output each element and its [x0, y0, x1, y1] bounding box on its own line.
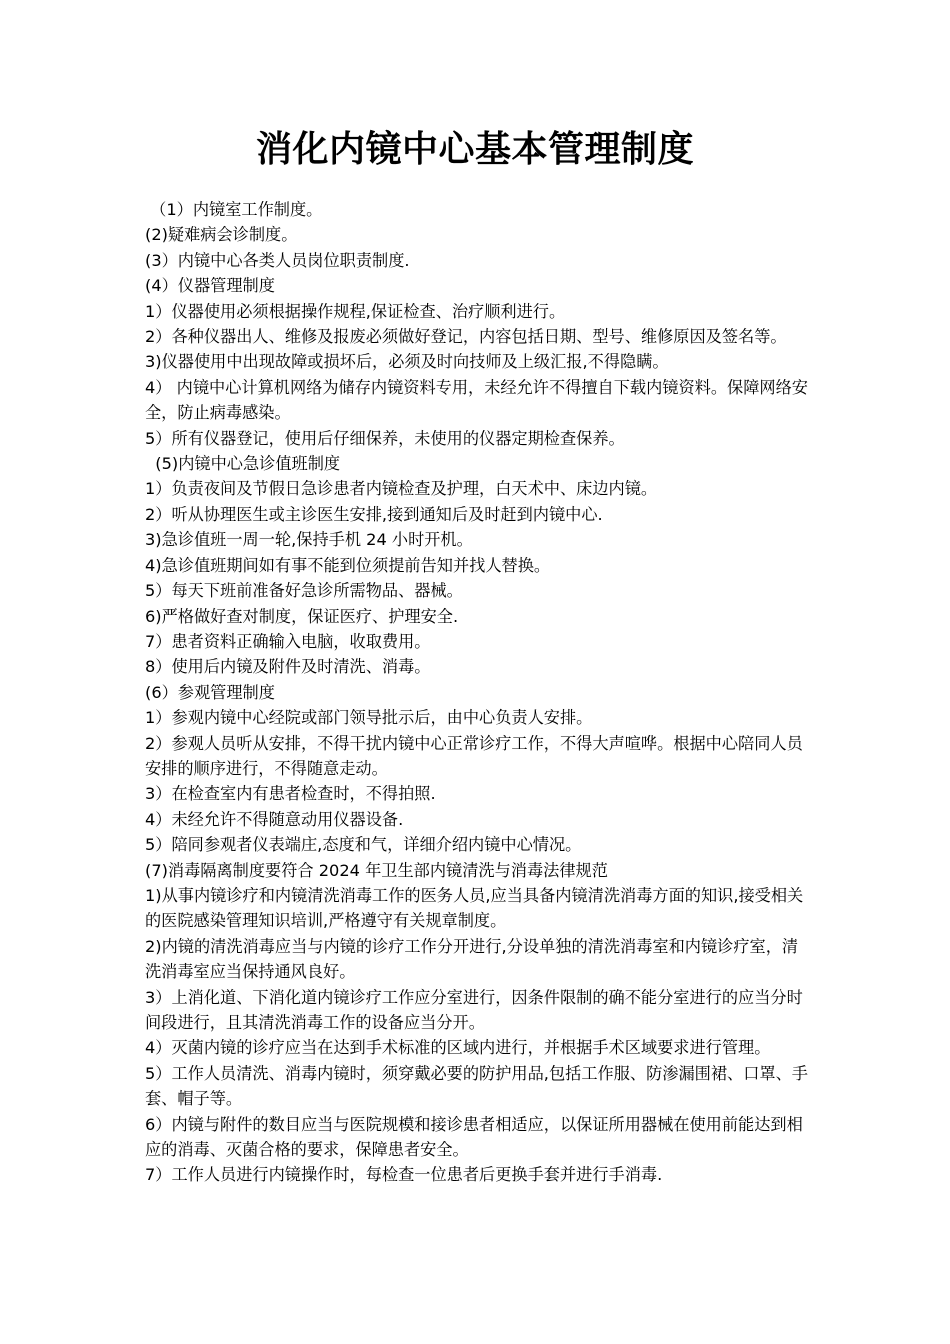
document-line: 3）在检查室内有患者检查时，不得拍照. [145, 784, 436, 804]
document-line: (7)消毒隔离制度要符合 2024 年卫生部内镜清洗与消毒法律规范 [145, 860, 608, 880]
document-line: 6）内镜与附件的数目应当与医院规模和接诊患者相适应，以保证所用器械在使用前能达到相应的消毒、灭菌合格的要求，保障患者安全。 [145, 1114, 803, 1160]
document-body [145, 197, 811, 1188]
document-line: 3)仪器使用中出现故障或损坏后，必须及时向技师及上级汇报,不得隐瞒。 [145, 352, 669, 372]
document-line: 2）听从协理医生或主诊医生安排,接到通知后及时赶到内镜中心. [145, 504, 603, 524]
document-line: 7）患者资料正确输入电脑，收取费用。 [145, 631, 431, 651]
document-line: (4）仪器管理制度 [145, 276, 275, 296]
document-line: 5）陪同参观者仪表端庄,态度和气，详细介绍内镜中心情况。 [145, 835, 582, 855]
document-line: 1）负责夜间及节假日急诊患者内镜检查及护理，白天术中、床边内镜。 [145, 479, 658, 499]
document-line: 1）参观内镜中心经院或部门领导批示后，由中心负责人安排。 [145, 708, 593, 728]
document-line: 4）灭菌内镜的诊疗应当在达到手术标准的区域内进行，并根据手术区域要求进行管理。 [145, 1038, 771, 1058]
document-line: 4)急诊值班期间如有事不能到位须提前告知并找人替换。 [145, 555, 551, 575]
document-title: 消化内镜中心基本管理制度 [255, 129, 694, 170]
document-line: 4）未经允许不得随意动用仪器设备. [145, 809, 404, 829]
document-line: 1)从事内镜诊疗和内镜清洗消毒工作的医务人员,应当具备内镜清洗消毒方面的知识,接受相关的医院感染管理知识培训,严格遵守有关规章制度。 [145, 885, 804, 931]
document-line: 4） 内镜中心计算机网络为储存内镜资料专用，未经允许不得擅自下载内镜资料。保障网络安全，防止病毒感染。 [145, 377, 808, 423]
document-line: 6)严格做好查对制度，保证医疗、护理安全. [145, 606, 459, 626]
document-line: 3)急诊值班一周一轮,保持手机 24 小时开机。 [145, 530, 473, 550]
document-line: (5)内镜中心急诊值班制度 [145, 454, 341, 474]
document-line: 5）每天下班前准备好急诊所需物品、器械。 [145, 581, 463, 601]
document-line: 5）工作人员清洗、消毒内镜时，须穿戴必要的防护用品,包括工作服、防渗漏围裙、口罩、手套、帽子等。 [145, 1063, 808, 1109]
document-line: (6）参观管理制度 [145, 682, 275, 702]
document-line: 7）工作人员进行内镜操作时，每检查一位患者后更换手套并进行手消毒. [145, 1165, 663, 1185]
document-line: (2)疑难病会诊制度。 [145, 225, 298, 245]
document-line: 2)内镜的清洗消毒应当与内镜的诊疗工作分开进行,分设单独的清洗消毒室和内镜诊疗室，清洗消毒室应当保持通风良好。 [145, 936, 799, 982]
document-line: 1）仪器使用必须根据操作规程,保证检查、治疗顺利进行。 [145, 301, 566, 321]
document-line: 5）所有仪器登记，使用后仔细保养，未使用的仪器定期检查保养。 [145, 428, 625, 448]
document-line: （1）内镜室工作制度。 [145, 200, 323, 219]
document-line: 8）使用后内镜及附件及时清洗、消毒。 [145, 657, 431, 677]
document-line: 3）上消化道、下消化道内镜诊疗工作应分室进行，因条件限制的确不能分室进行的应当分时间段进行，且其清洗消毒工作的设备应当分开。 [145, 987, 803, 1032]
document-line: (3）内镜中心各类人员岗位职责制度. [145, 250, 410, 270]
document-line: 2）参观人员听从安排，不得干扰内镜中心正常诊疗工作，不得大声喧哗。根据中心陪同人员安排的顺序进行，不得随意走动。 [145, 733, 803, 778]
document-line: 2）各种仪器出人、维修及报废必须做好登记，内容包括日期、型号、维修原因及签名等。 [145, 327, 787, 347]
